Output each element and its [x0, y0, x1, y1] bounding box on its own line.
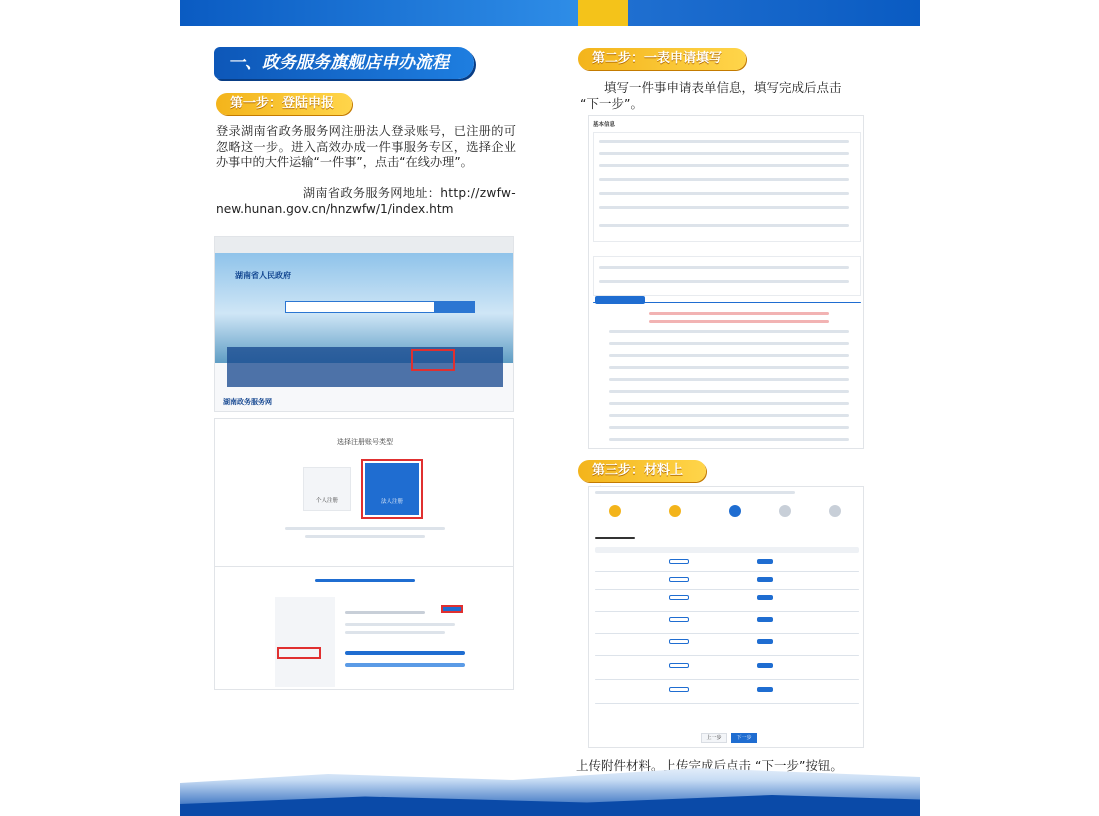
step2-text-1: 填写一件事申请表单信息，填写完成后点击: [604, 80, 842, 95]
step1-text: 登录湖南省政务服务网注册法人登录账号，已注册的可忽略这一步。进入高效办成一件事服务专区，选择企业办事中的大件运输“一件事”，点击“在线办理”。: [216, 124, 516, 169]
step3-caption: 上传附件材料。上传完成后点击 “下一步”按钮。: [576, 758, 843, 773]
next-button[interactable]: 下一步: [731, 733, 757, 743]
register-screenshot: [214, 418, 514, 568]
personal-register-button[interactable]: 个人注册: [303, 467, 351, 511]
step1-label: 第一步：登陆申报: [216, 93, 352, 115]
upload-screenshot: [588, 486, 864, 748]
bottom-wave: [180, 754, 920, 816]
step1-address-2: new.hunan.gov.cn/hnzwfw/1/index.htm: [216, 202, 454, 216]
form-screenshot: [588, 115, 864, 449]
portal-screenshot: [214, 236, 514, 412]
step2-label: 第二步：一表申请填写: [578, 48, 746, 70]
step2-text-2: “下一步”。: [580, 96, 643, 111]
portal-sub: 湖南政务服务网: [223, 398, 272, 406]
top-banner: [180, 0, 920, 26]
step3-label: 第三步：材料上: [578, 460, 706, 482]
legal-register-button[interactable]: 法人注册: [365, 463, 419, 515]
register-title: 选择注册账号类型: [337, 438, 393, 446]
main-heading: 一、政务服务旗舰店申办流程: [214, 47, 474, 79]
legal-register-highlight: [361, 459, 423, 519]
flyer-page: [180, 0, 920, 816]
matter-screenshot: [214, 566, 514, 690]
form-title: 基本信息: [593, 122, 616, 128]
prev-button[interactable]: 上一步: [701, 733, 727, 743]
portal-title: 湖南省人民政府: [235, 271, 291, 280]
step1-address-1: 湖南省政务服务网地址：http://zwfw-: [302, 186, 516, 200]
